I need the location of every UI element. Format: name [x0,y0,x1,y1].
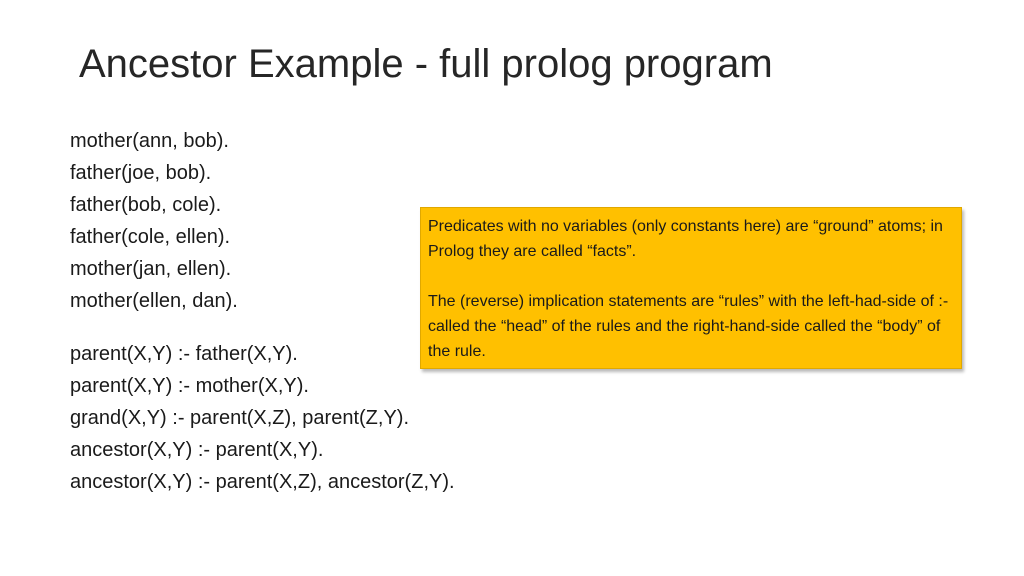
fact-line: mother(ann, bob). [70,130,229,152]
rule-line: grand(X,Y) :- parent(X,Z), parent(Z,Y). [70,407,409,429]
callout-note [420,207,962,369]
slide-title: Ancestor Example - full prolog program [79,42,773,86]
rule-line: parent(X,Y) :- mother(X,Y). [70,375,309,397]
fact-line: father(joe, bob). [70,162,212,184]
rule-line: parent(X,Y) :- father(X,Y). [70,343,298,365]
note-paragraph-facts: Predicates with no variables (only constants here) are “ground” atoms; in Prolog they are called “facts”. [428,218,943,260]
rule-line: ancestor(X,Y) :- parent(X,Z), ancestor(Z,Y). [70,471,455,493]
rule-line: ancestor(X,Y) :- parent(X,Y). [70,439,324,461]
rules-list [70,338,455,498]
facts-list [70,125,238,317]
fact-line: father(cole, ellen). [70,226,231,248]
fact-line: mother(jan, ellen). [70,258,232,280]
fact-line: father(bob, cole). [70,194,222,216]
fact-line: mother(ellen, dan). [70,290,238,312]
note-paragraph-rules: The (reverse) implication statements are “rules” with the left-had-side of :- called the “head” of the rules and the right-hand-side called the “body” of the rule. [428,293,949,360]
